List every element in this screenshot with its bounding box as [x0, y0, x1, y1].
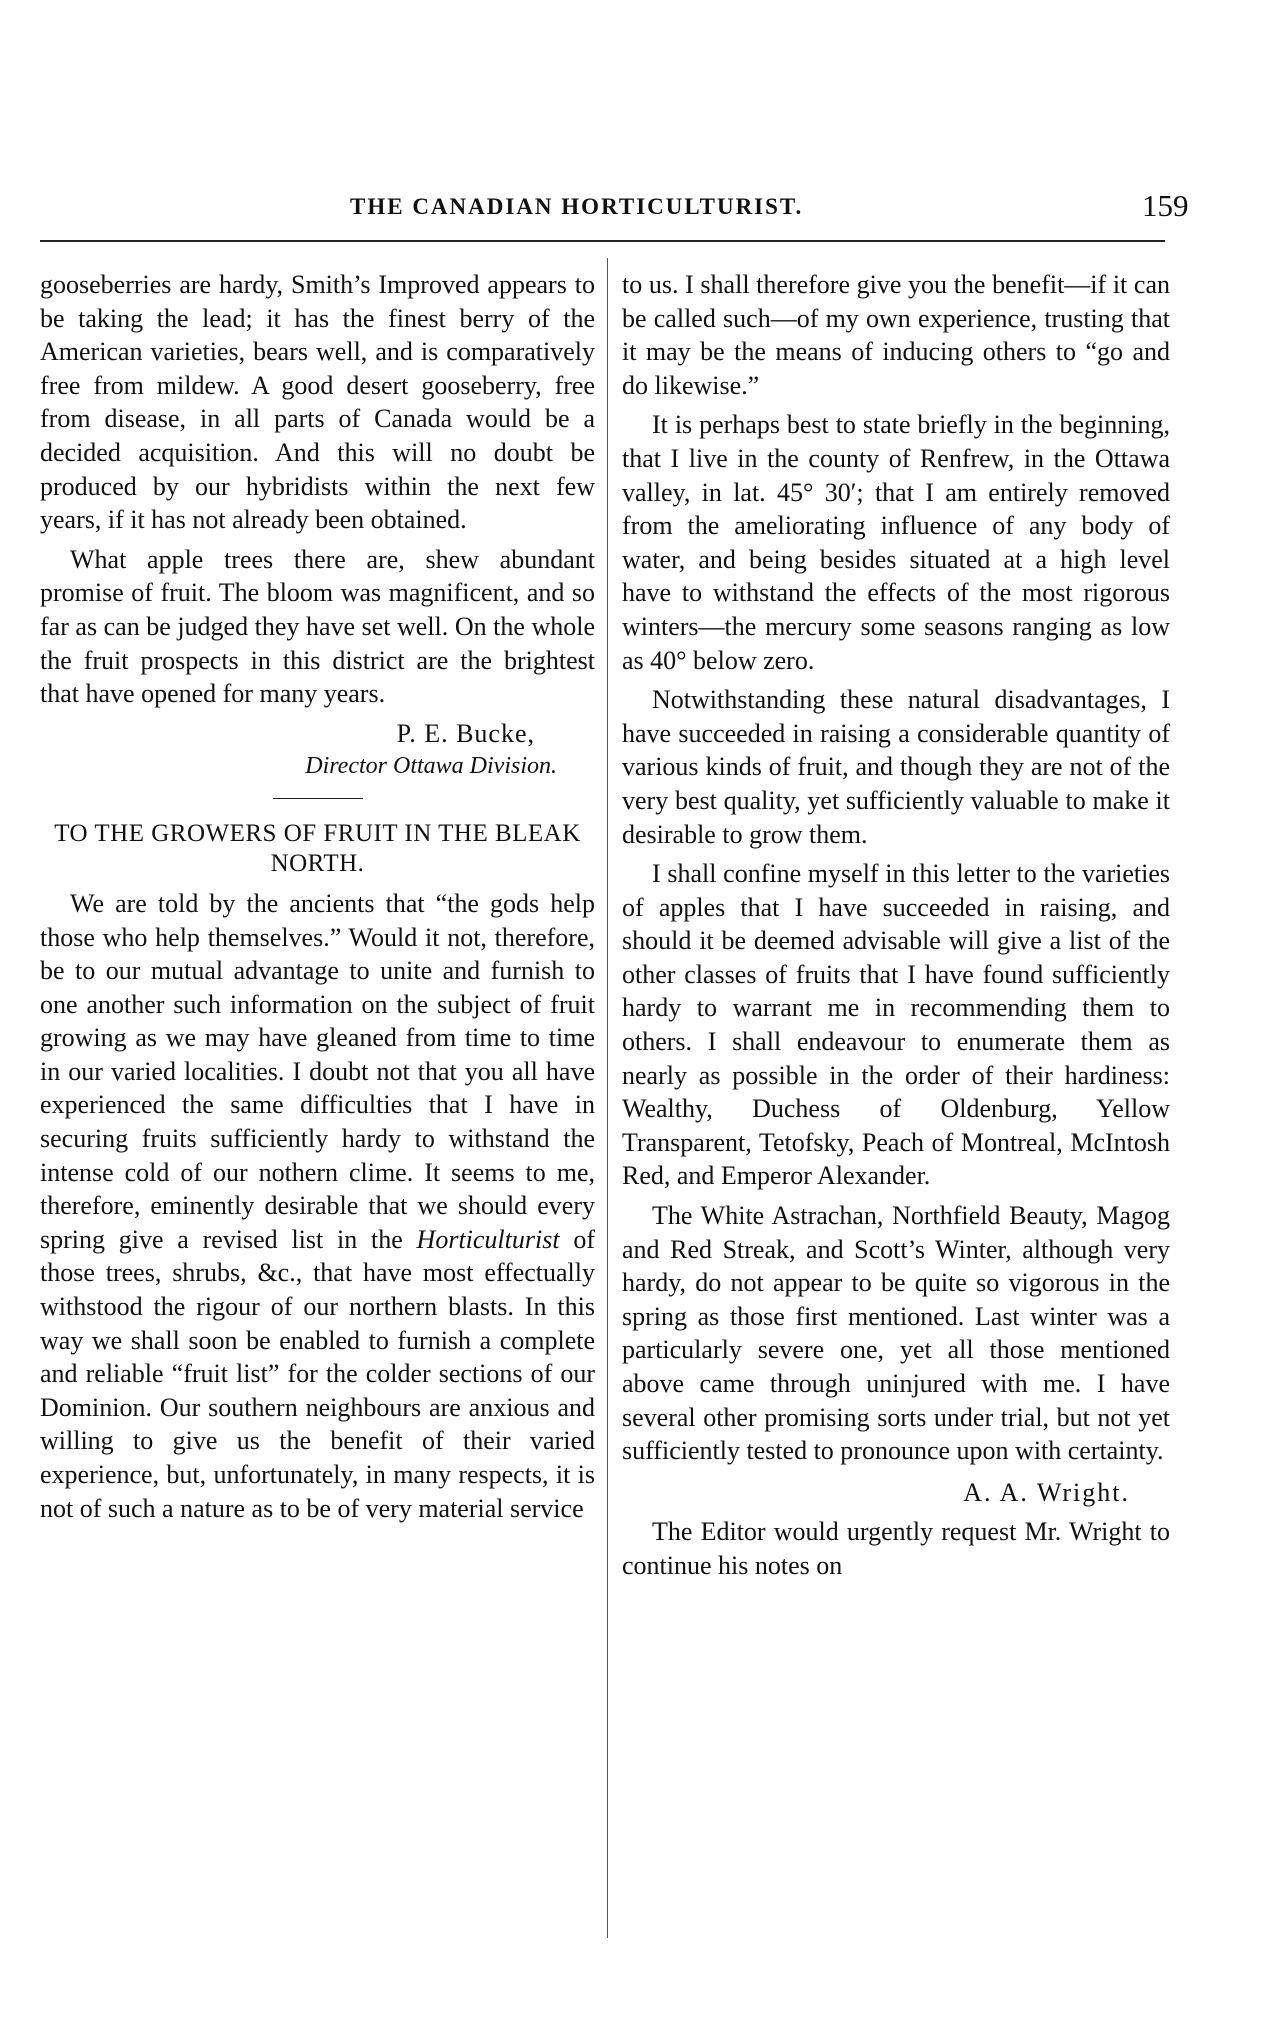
signature-name: A. A. Wright. [963, 1477, 1130, 1507]
header-rule [40, 240, 1165, 242]
paragraph: It is perhaps best to state briefly in the beginning, that I live in the county of Renfrew, in the Ottawa valley, in lat. 45° 30′; that I am entirely removed from the ameliorating influence of any body of water, and being besides situated at a high level have to withstand the effects of the most rigorous winters—the mercury some seasons ranging as low as 40° below zero. [622, 410, 1170, 675]
journal-title: Horticulturist [416, 1224, 560, 1254]
paragraph: What apple trees there are, shew abundant promise of fruit. The bloom was magnificent, and so far as can be judged they have set well. On the whole the fruit prospects in this district are the brightest that have opened for many years. [40, 544, 595, 709]
running-title: THE CANADIAN HORTICULTURIST. [350, 194, 804, 219]
paragraph-text: We are told by the ancients that “the gods help those who help themselves.” Would it not, therefore, be to our mutual advantage to unite and furnish to one another such information on the subject of fruit growing as we may have gleaned from time to time in our varied localities. I doubt not that you all have experienced the same difficulties that I have in securing fruits sufficiently hardy to withstand the intense cold of our nothern clime. It seems to me, therefore, eminently desirable that we should every spring give a revised list in the [40, 888, 595, 1254]
column-divider [607, 258, 608, 1938]
section-heading: TO THE GROWERS OF FRUIT IN THE BLEAK NORTH. [54, 819, 581, 877]
paragraph: to us. I shall therefore give you the benefit—if it can be called such—of my own experience, trusting that it may be the means of inducing others to “go and do likewise.” [622, 270, 1170, 400]
signature-title: Director Ottawa Division. [305, 753, 557, 780]
paragraph: The White Astrachan, Northfield Beauty, Magog and Red Streak, and Scott’s Winter, although very hardy, do not appear to be quite so vigorous in the spring as those first mentioned. Last winter was a particularly severe one, yet all those mentioned above came through uninjured with me. I have several other promising sorts under trial, but not yet sufficiently tested to pronounce upon with certainty. [622, 1201, 1170, 1466]
paragraph: The Editor would urgently request Mr. Wright to continue his notes on [622, 1517, 1170, 1580]
paragraph-text: of those trees, shrubs, &c., that have most effectually withstood the rigour of our northern blasts. In this way we shall soon be enabled to furnish a complete and reliable “fruit list” for the colder sections of our Dominion. Our southern neighbours are anxious and willing to give us the benefit of their varied experience, but, unfortunately, in many respects, it is not of such a nature as to be of very material service [40, 1224, 595, 1523]
running-head [40, 188, 1189, 228]
signature-name: P. E. Bucke, [396, 718, 535, 748]
paragraph [40, 887, 595, 1525]
paragraph: I shall confine myself in this letter to the varieties of apples that I have succeeded in raising, and should it be deemed advisable will give a list of the other classes of fruits that I have found sufficiently hardy to warrant me in recommending them to others. I shall endeavour to enumerate them as nearly as possible in the order of their hardiness: Wealthy, Duchess of Oldenburg, Yellow Transparent, Tetofsky, Peach of Montreal, McIntosh Red, and Emperor Alexander. [622, 859, 1170, 1191]
page-number: 159 [1142, 188, 1189, 223]
left-column [40, 268, 595, 1531]
paragraph: gooseberries are hardy, Smith’s Improved appears to be taking the lead; it has the finest berry of the American varieties, bears well, and is comparatively free from mildew. A good desert gooseberry, free from disease, in all parts of Canada would be a decided acquisition. And this will no doubt be produced by our hybridists within the next few years, if it has not already been obtained. [40, 270, 595, 535]
right-column [622, 268, 1170, 1589]
section-divider [273, 798, 363, 799]
paragraph: Notwithstanding these natural disadvantages, I have succeeded in raising a considerable quantity of various kinds of fruit, and though they are not of the very best quality, yet sufficiently valuable to make it desirable to grow them. [622, 685, 1170, 849]
